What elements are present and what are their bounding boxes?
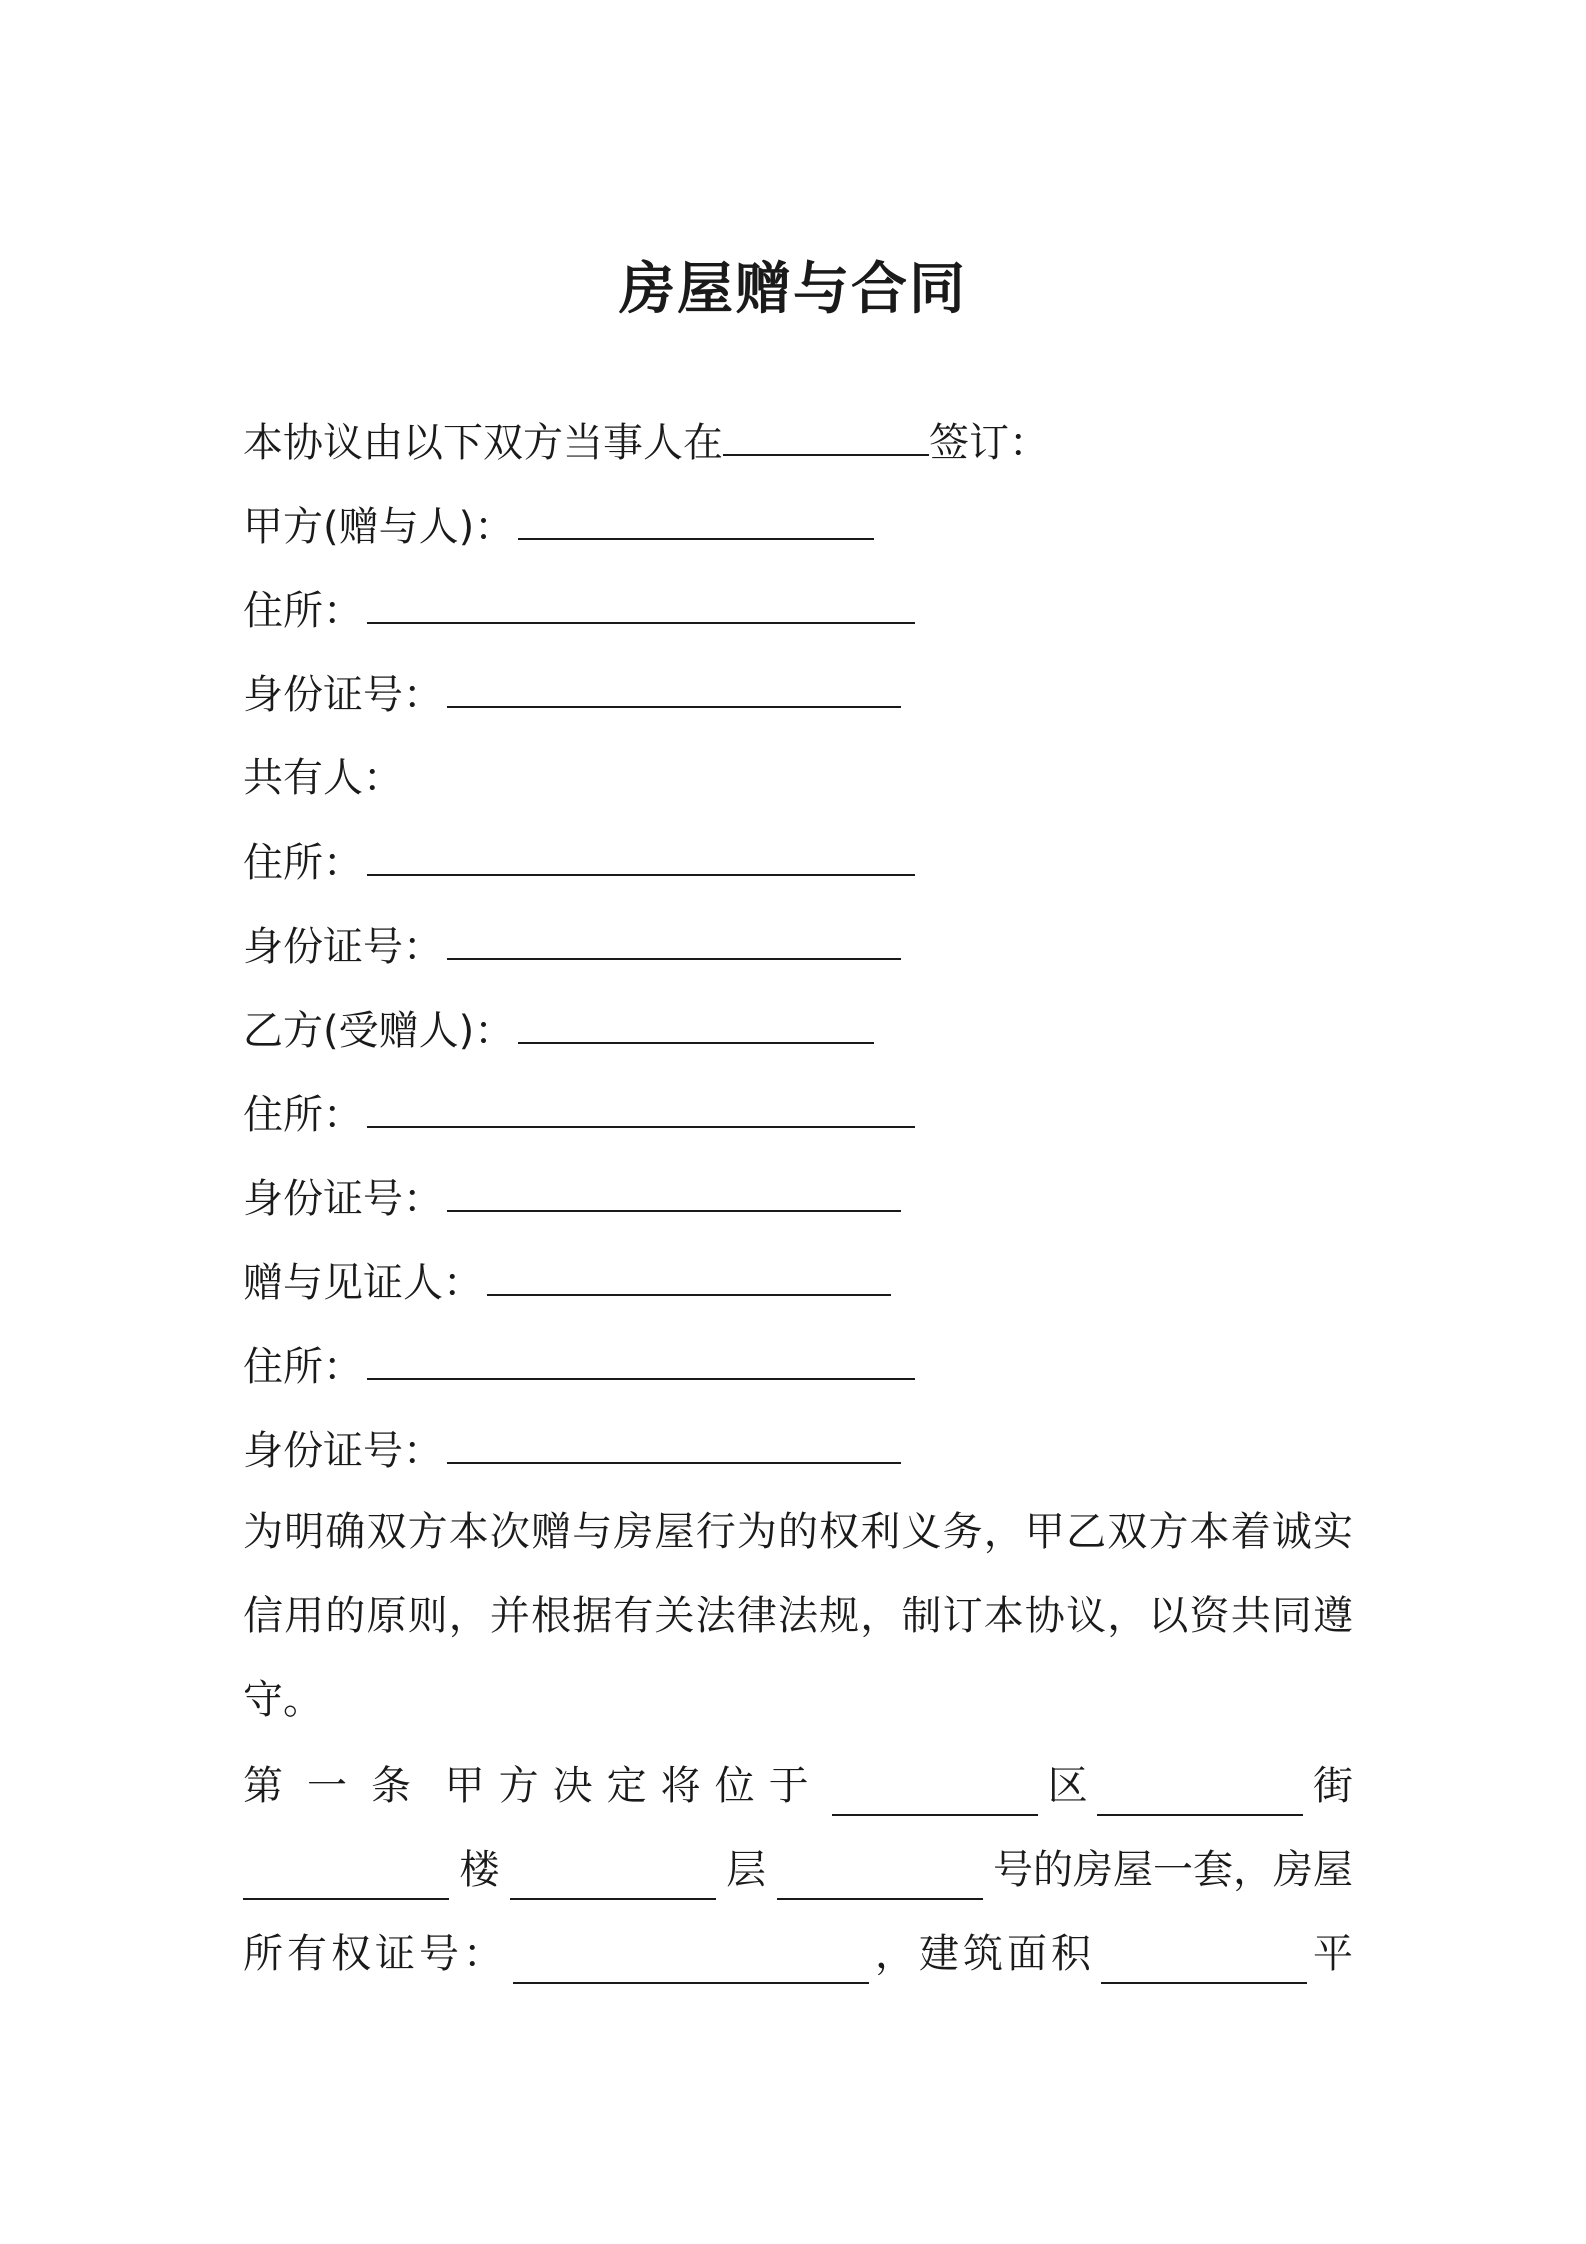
preamble-paragraph: 为明确双方本次赠与房屋行为的权利义务，甲乙双方本着诚实信用的原则，并根据有关法律法规，制订本协议，以资共同遵守。: [243, 1509, 1353, 1723]
unit-text: 号的房屋一套，房屋: [992, 1847, 1353, 1893]
party-a-line: [243, 496, 878, 557]
witness-id-label: 身份证号：: [243, 1428, 443, 1474]
co-owner-id-label: 身份证号：: [243, 924, 443, 970]
co-owner-address-line: [243, 832, 919, 893]
witness-label: 赠与见证人：: [243, 1260, 483, 1306]
party-a-label: 甲方(赠与人)：: [243, 504, 515, 550]
intro-prefix: 本协议由以下双方当事人在: [243, 420, 723, 466]
witness-id-line: [243, 1420, 905, 1481]
party-b-id-blank[interactable]: [447, 1168, 901, 1212]
party-a-id-label: 身份证号：: [243, 672, 443, 718]
building-blank[interactable]: [510, 1856, 716, 1900]
party-b-id-label: 身份证号：: [243, 1176, 443, 1222]
party-a-address-line: [243, 580, 919, 641]
district-label: 区: [1047, 1763, 1088, 1809]
party-b-address-line: [243, 1084, 919, 1145]
co-owner-label: 共有人：: [243, 755, 403, 801]
building-label: 楼: [459, 1847, 500, 1893]
witness-line: [243, 1252, 895, 1313]
party-b-id-line: [243, 1168, 905, 1229]
party-a-id-blank[interactable]: [447, 664, 901, 708]
co-owner-line: [243, 748, 403, 808]
witness-address-blank[interactable]: [367, 1336, 915, 1380]
floor-label: 层: [726, 1847, 767, 1893]
area-blank[interactable]: [1101, 1940, 1307, 1984]
co-owner-address-label: 住所：: [243, 840, 363, 886]
party-b-address-label: 住所：: [243, 1092, 363, 1138]
cert-number-blank[interactable]: [513, 1940, 869, 1984]
article1-line2: [243, 1840, 1353, 1900]
area-unit: 平: [1313, 1931, 1353, 1977]
district-blank[interactable]: [832, 1772, 1038, 1816]
article1-text-a: 甲方决定将位于: [444, 1763, 823, 1809]
floor-blank[interactable]: [777, 1856, 983, 1900]
street-blank[interactable]: [1097, 1772, 1303, 1816]
cert-label: 所有权证号：: [243, 1931, 507, 1977]
intro-line: [243, 412, 1049, 473]
party-a-name-blank[interactable]: [518, 496, 874, 540]
co-owner-id-line: [243, 916, 905, 977]
signing-place-blank[interactable]: [723, 412, 929, 456]
witness-name-blank[interactable]: [487, 1252, 891, 1296]
intro-suffix: 签订：: [929, 420, 1049, 466]
party-b-line: [243, 1000, 878, 1061]
party-a-id-line: [243, 664, 905, 725]
witness-address-line: [243, 1336, 919, 1397]
party-a-address-label: 住所：: [243, 588, 363, 634]
article1-line1: [243, 1756, 1353, 1816]
co-owner-id-blank[interactable]: [447, 916, 901, 960]
street-label: 街: [1312, 1763, 1353, 1809]
article1-heading: 第一条: [243, 1763, 435, 1809]
area-label: ，建筑面积: [875, 1931, 1095, 1977]
party-b-address-blank[interactable]: [367, 1084, 915, 1128]
co-owner-address-blank[interactable]: [367, 832, 915, 876]
party-b-label: 乙方(受赠人)：: [243, 1008, 515, 1054]
witness-address-label: 住所：: [243, 1344, 363, 1390]
document-title: 房屋赠与合同: [619, 257, 967, 322]
article1-line3: [243, 1924, 1353, 1984]
party-b-name-blank[interactable]: [518, 1000, 874, 1044]
witness-id-blank[interactable]: [447, 1420, 901, 1464]
party-a-address-blank[interactable]: [367, 580, 915, 624]
street-number-blank[interactable]: [243, 1856, 449, 1900]
